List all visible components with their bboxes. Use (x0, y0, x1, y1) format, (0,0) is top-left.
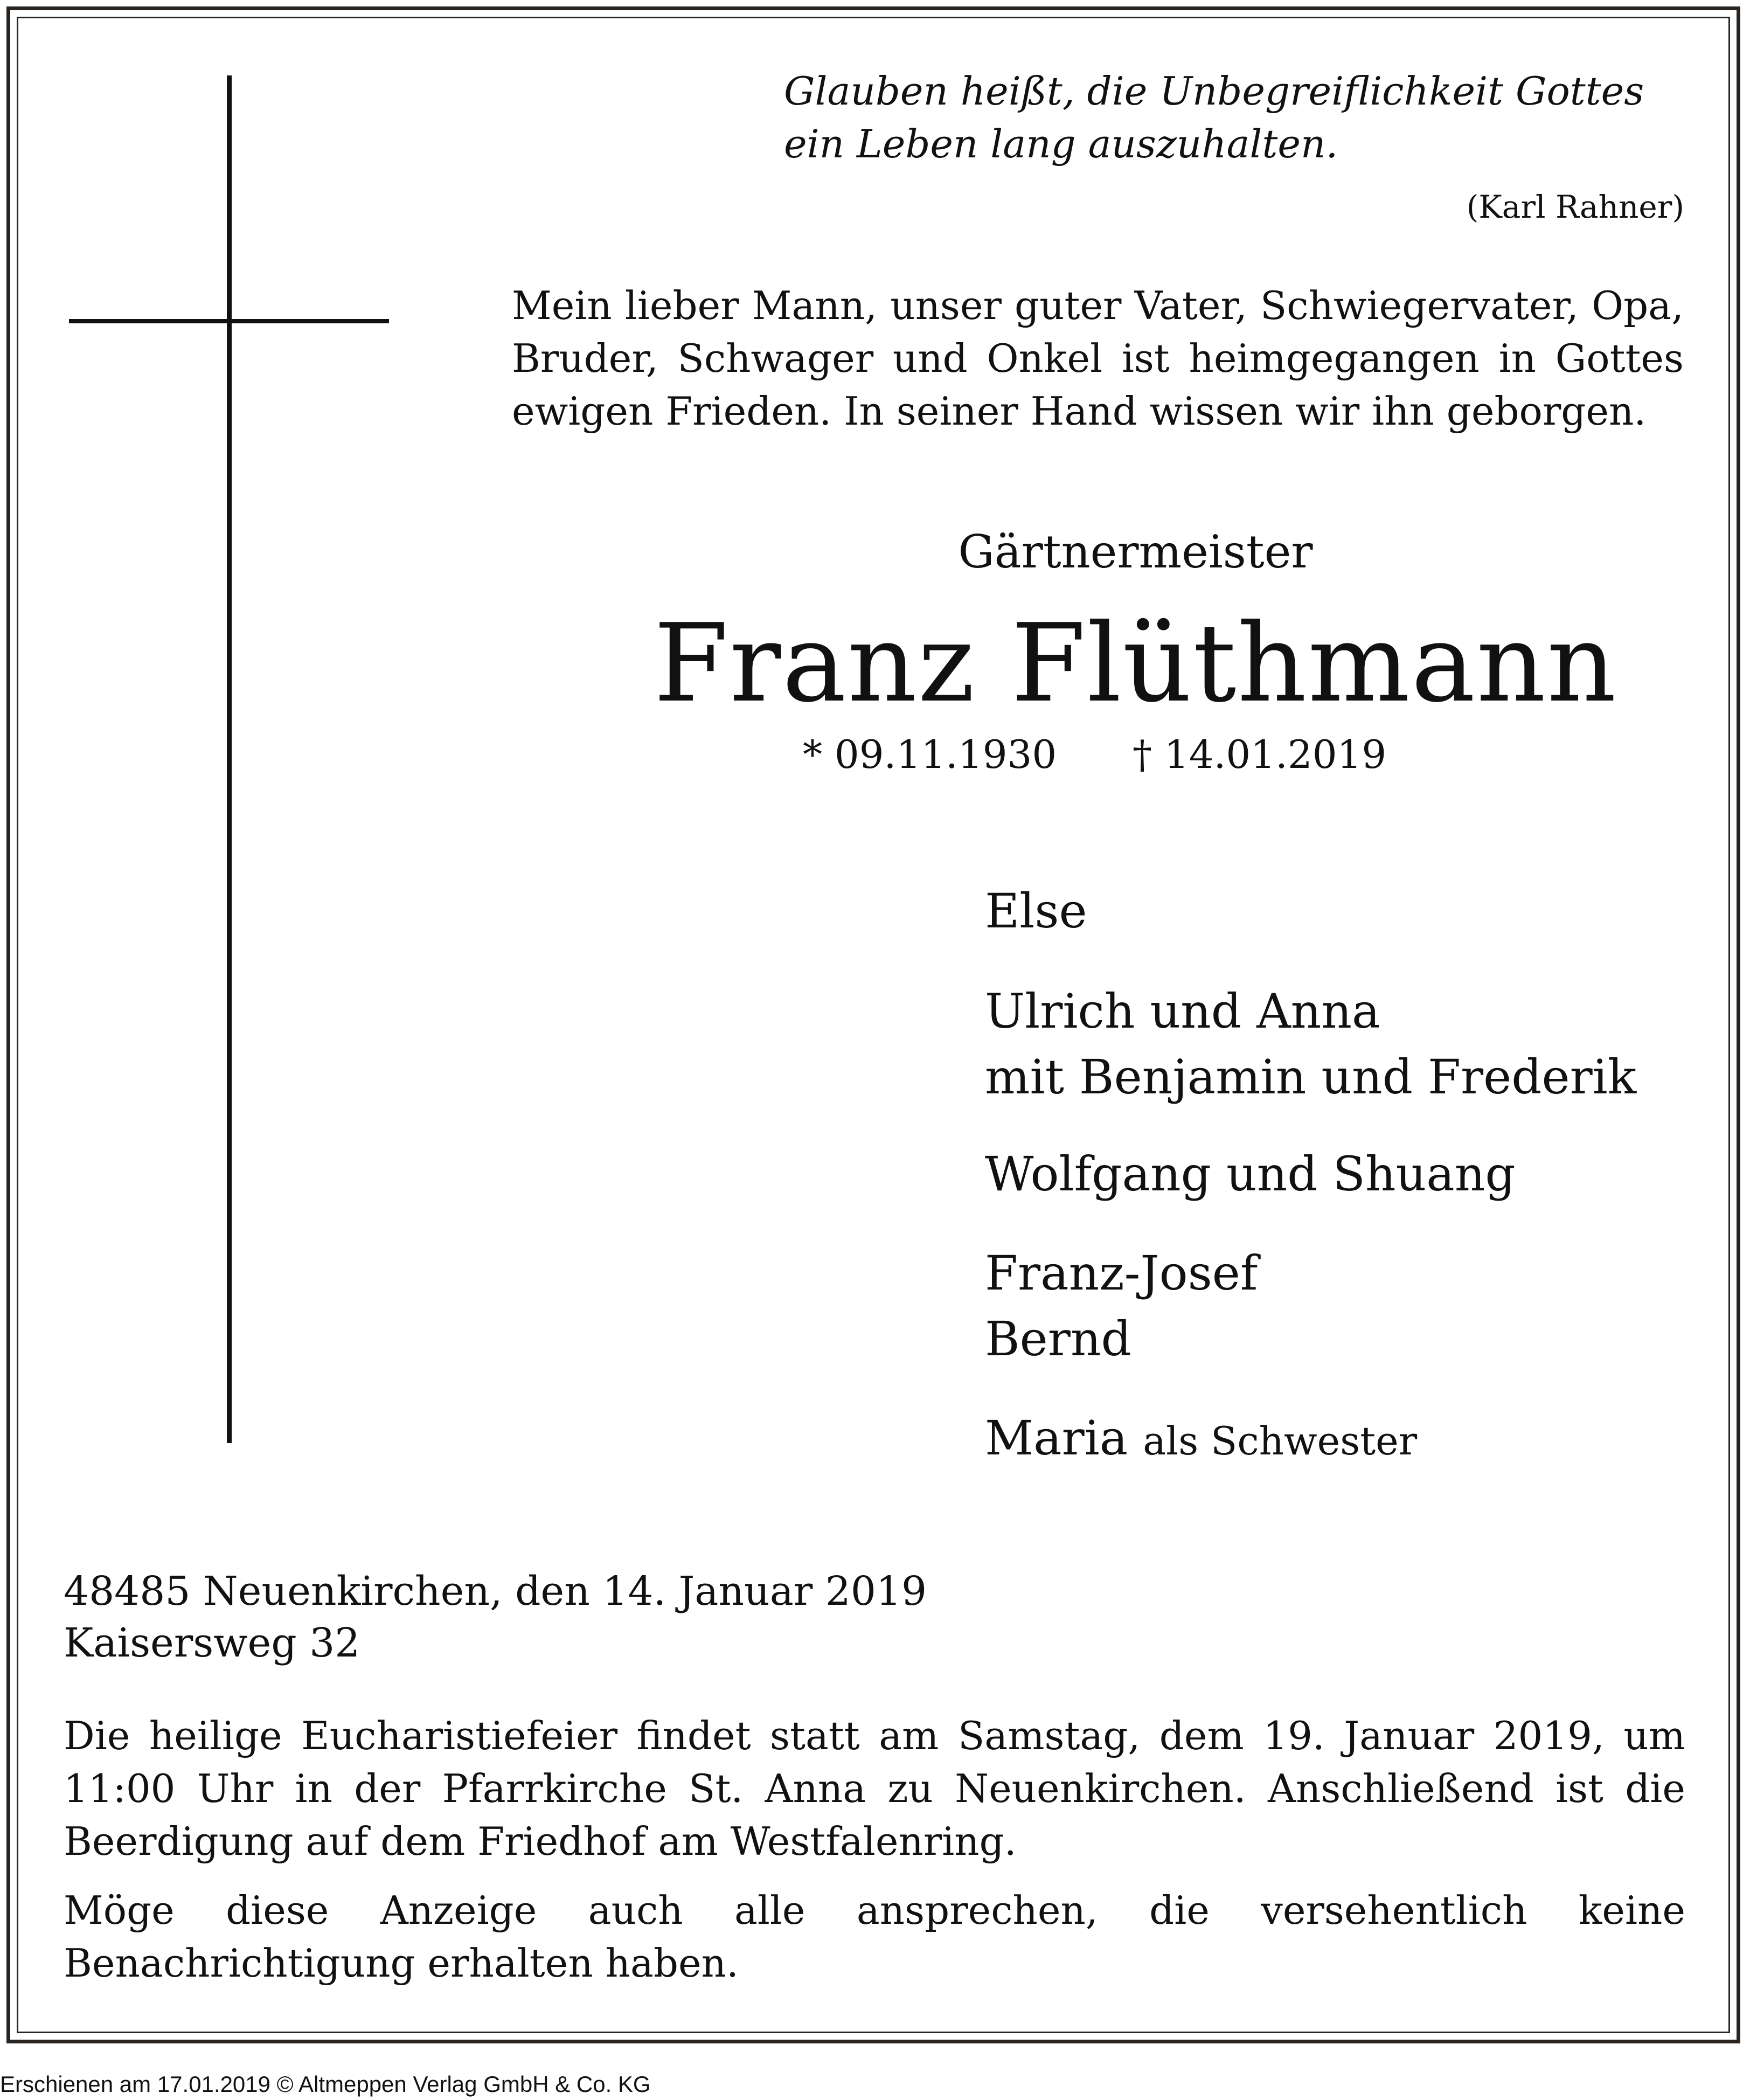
publication-footer: Erschienen am 17.01.2019 © Altmeppen Verlag GmbH & Co. KG (0, 2071, 651, 2097)
family-member-2: Ulrich und Anna (985, 983, 1380, 1039)
family-member-5: Bernd (985, 1311, 1131, 1367)
quote-author: (Karl Rahner) (1466, 189, 1684, 225)
address-street: Kaisersweg 32 (64, 1620, 360, 1666)
family-member-6-name: Maria (985, 1410, 1128, 1466)
quote (784, 65, 1644, 170)
family-member-4: Franz-Josef (985, 1245, 1258, 1301)
deceased-name: Franz Flüthmann (654, 601, 1617, 726)
deceased-profession: Gärtnermeister (958, 525, 1313, 578)
cross-icon-vertical-bar (227, 75, 232, 1443)
family-member-6-relation: als Schwester (1143, 1418, 1418, 1464)
family-member-6 (985, 1405, 1417, 1474)
family-member-2-children: mit Benjamin und Frederik (985, 1049, 1637, 1105)
cross-icon-horizontal-bar (69, 319, 389, 323)
family-member-3: Wolfgang und Shuang (985, 1146, 1516, 1202)
intro-text (512, 279, 1684, 438)
quote-line-2: ein Leben lang auszuhalten. (784, 121, 1338, 167)
death-date: † 14.01.2019 (1133, 732, 1387, 777)
family-member-1: Else (985, 883, 1087, 939)
funeral-notice: Die heilige Eucharistiefeier findet statt am Samstag, dem 19. Januar 2019, um 11:00 Uhr in der Pfarrkirche St. Anna zu Neuenkirchen. Anschließend ist die Beerdigung auf dem Friedhof am Westfalenring. (64, 1713, 1685, 1864)
address-date-line: 48485 Neuenkirchen, den 14. Januar 2019 (64, 1568, 927, 1614)
closing-notice: Möge diese Anzeige auch alle ansprechen, die versehentlich keine Benachrichtigung erhalten haben. (64, 1888, 1685, 1986)
address-block (64, 1565, 927, 1669)
birth-date: * 09.11.1930 (803, 732, 1057, 777)
intro-paragraph: Mein lieber Mann, unser guter Vater, Schwiegervater, Opa, Bruder, Schwager und Onkel ist heimgegangen in Gottes ewigen Frieden. In seiner Hand wissen wir ihn geborgen. (512, 283, 1684, 434)
quote-line-1: Glauben heißt, die Unbegreiflichkeit Gottes (784, 68, 1644, 114)
